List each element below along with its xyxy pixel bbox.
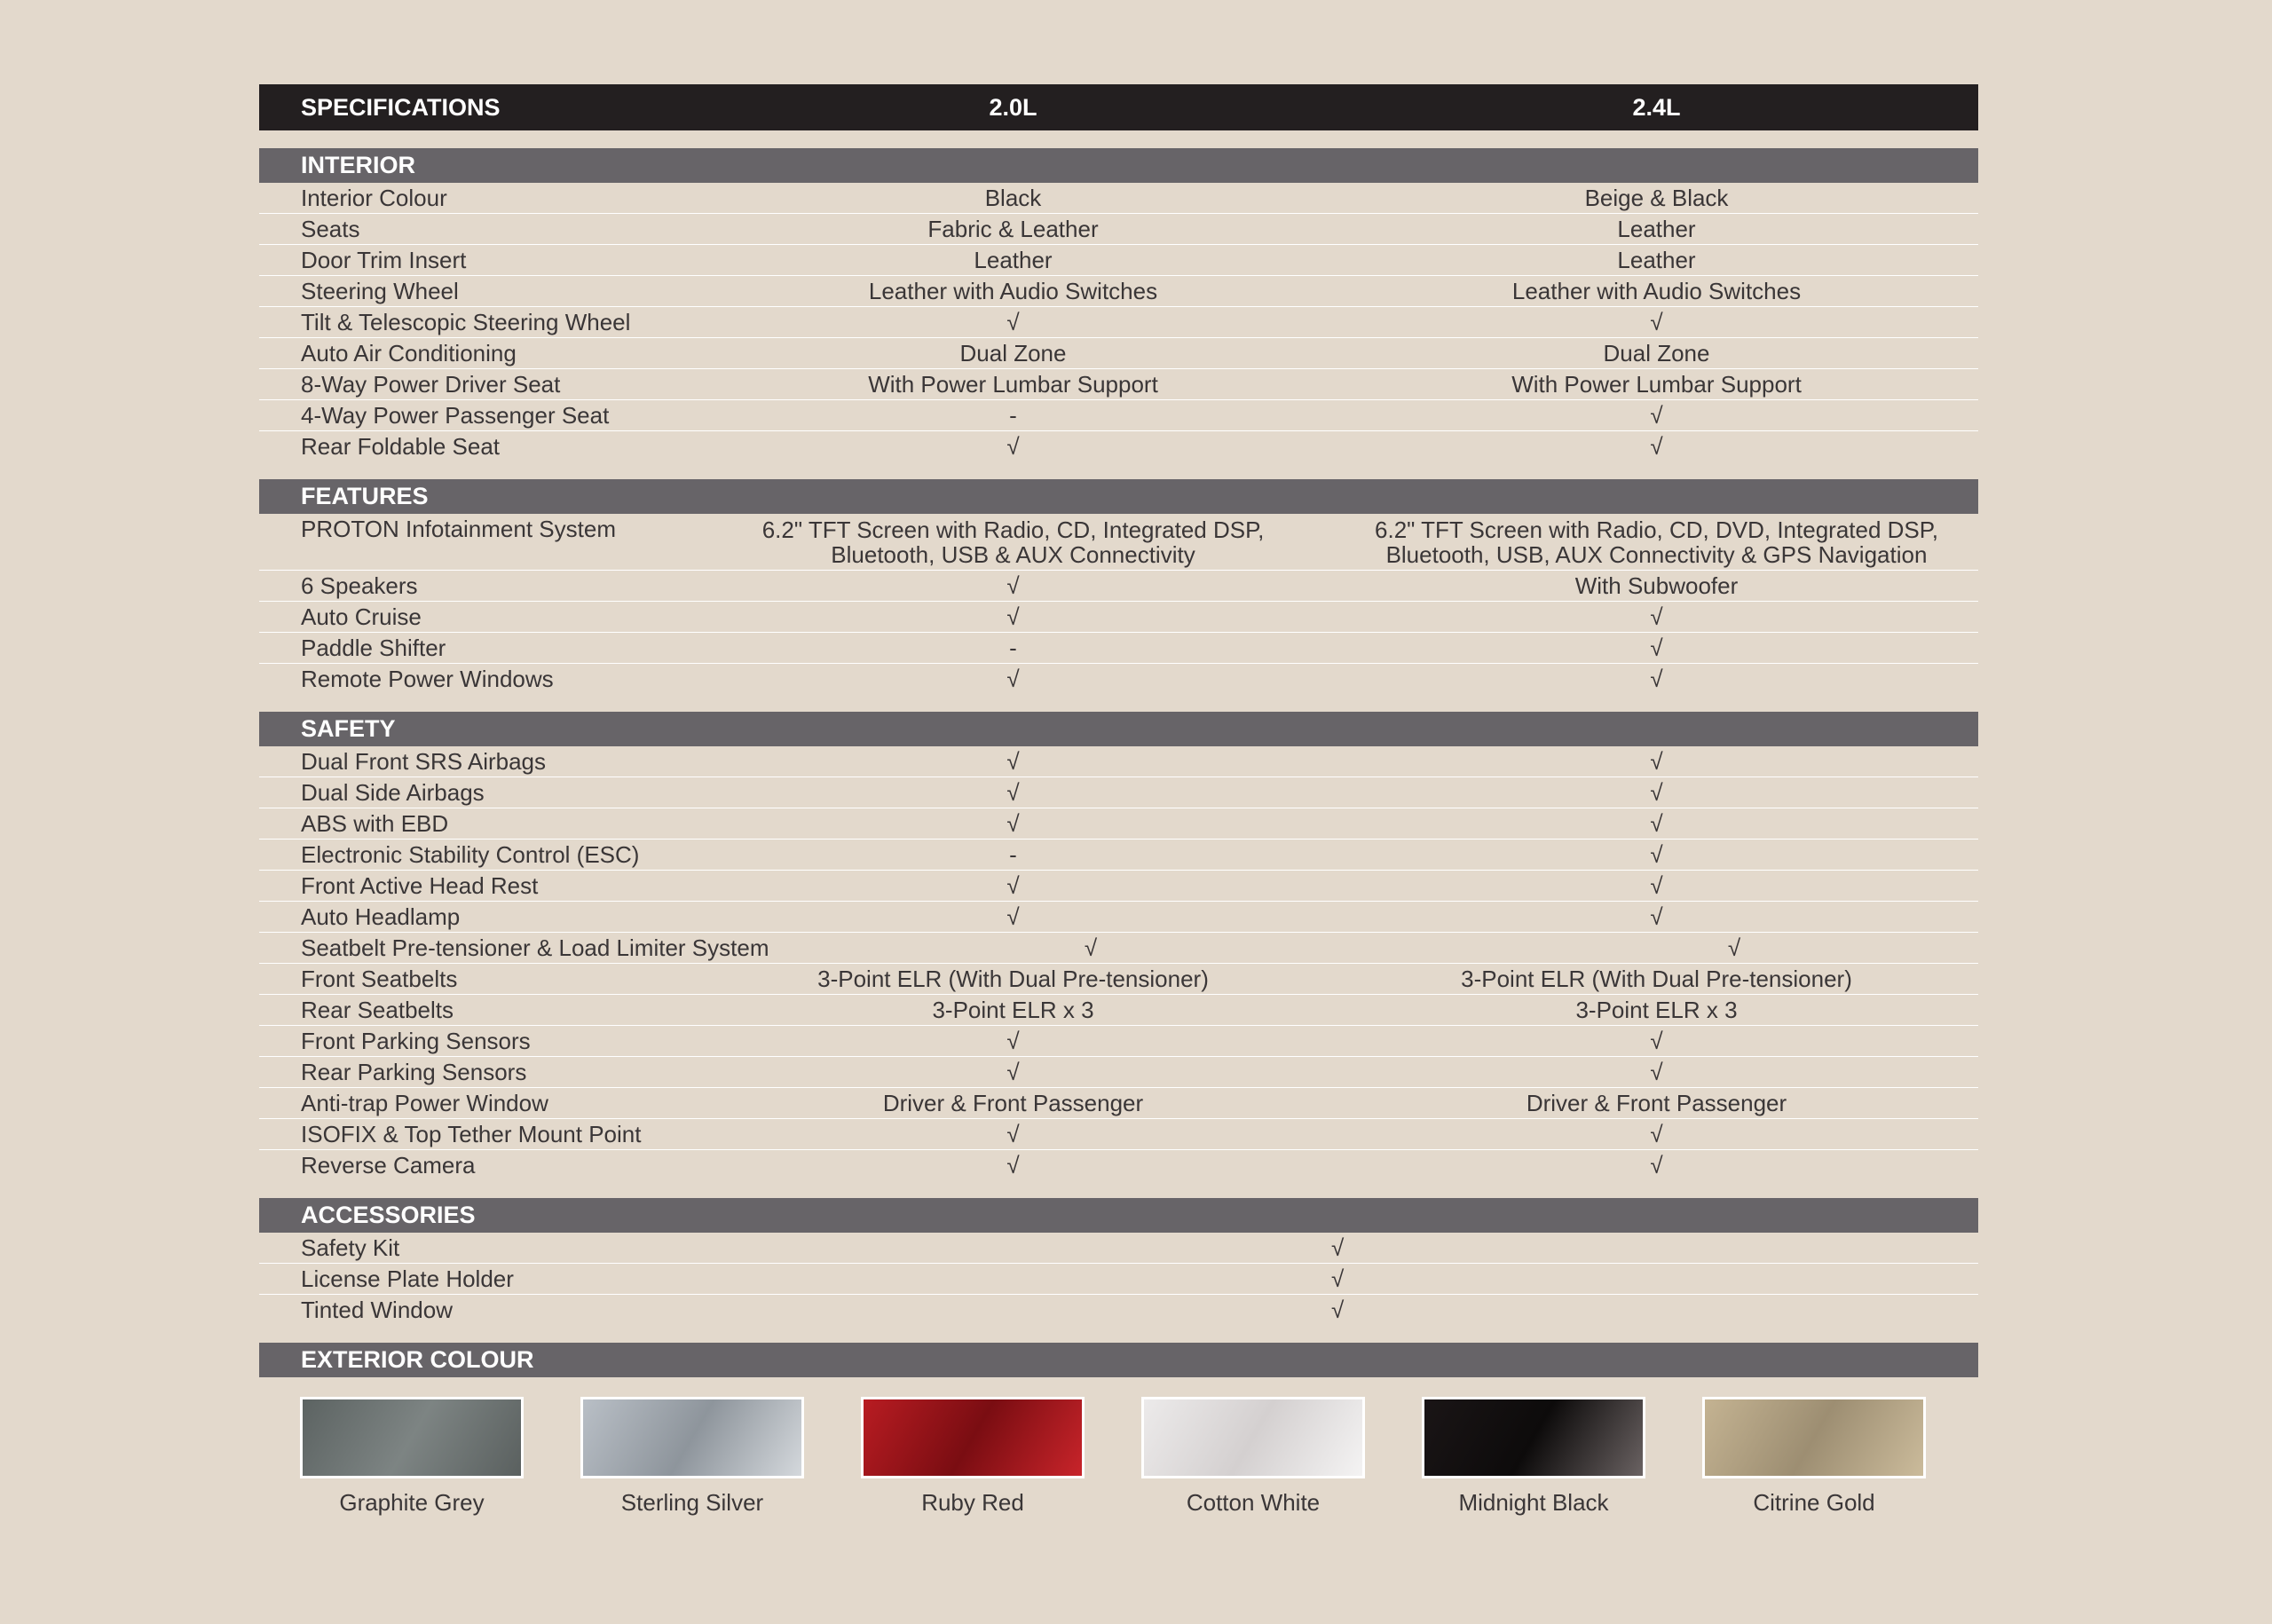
colour-swatch xyxy=(580,1397,804,1517)
row-value-2.4l: √ xyxy=(1650,872,1663,899)
row-label: Electronic Stability Control (ESC) xyxy=(301,841,640,868)
section-accessories xyxy=(259,1198,1978,1325)
section-features xyxy=(259,479,1978,694)
row-value-2.4l: √ xyxy=(1650,433,1663,460)
value-line: 6.2" TFT Screen with Radio, CD, Integrated DSP, xyxy=(761,516,1265,543)
section-safety xyxy=(259,712,1978,1180)
colour-name: Ruby Red xyxy=(921,1489,1024,1516)
colour-swatches xyxy=(259,1397,1978,1517)
row-label: License Plate Holder xyxy=(301,1265,514,1292)
row-label: Front Parking Sensors xyxy=(301,1028,531,1054)
row-value-2.4l: Leather with Audio Switches xyxy=(1511,278,1802,304)
row-value-2.4l: √ xyxy=(1650,841,1663,868)
section-interior xyxy=(259,148,1978,461)
row-label: Anti-trap Power Window xyxy=(301,1090,548,1116)
table-row xyxy=(259,777,1978,808)
row-label: ISOFIX & Top Tether Mount Point xyxy=(301,1121,642,1147)
colour-swatch xyxy=(300,1397,524,1517)
value-line: 6.2" TFT Screen with Radio, CD, DVD, Integrated DSP, xyxy=(1375,516,1938,543)
table-row xyxy=(259,431,1978,461)
accessories-rows xyxy=(259,1233,1978,1325)
table-row xyxy=(259,602,1978,633)
row-value-2.4l: √ xyxy=(1650,666,1663,692)
spec-header-title: SPECIFICATIONS xyxy=(301,93,501,121)
colour-name: Sterling Silver xyxy=(620,1489,764,1516)
colour-swatch xyxy=(1702,1397,1926,1517)
row-value-2.0l: Leather xyxy=(974,247,1053,273)
row-label: Tilt & Telescopic Steering Wheel xyxy=(301,309,631,335)
colour-chip xyxy=(861,1397,1085,1478)
row-label: 8-Way Power Driver Seat xyxy=(301,371,561,398)
row-value-2.0l: √ xyxy=(1006,903,1020,930)
row-value-2.4l: √ xyxy=(1650,779,1663,806)
row-value-2.4l: √ xyxy=(1650,748,1663,775)
row-label: Auto Headlamp xyxy=(301,903,461,930)
colour-swatch xyxy=(1141,1397,1365,1517)
row-value-2.4l: Leather xyxy=(1617,247,1696,273)
safety-rows xyxy=(259,746,1978,1180)
row-value-2.0l: √ xyxy=(1006,666,1020,692)
table-row xyxy=(259,995,1978,1026)
row-value-2.0l: √ xyxy=(1006,872,1020,899)
row-value-2.4l: √ xyxy=(1650,1059,1663,1085)
colour-chip xyxy=(1702,1397,1926,1478)
row-value-2.4l: √ xyxy=(1727,934,1741,961)
table-row xyxy=(259,902,1978,933)
row-label: Rear Parking Sensors xyxy=(301,1059,527,1085)
table-row xyxy=(259,746,1978,777)
row-value-2.4l: 3-Point ELR x 3 xyxy=(1575,997,1738,1023)
row-label: 6 Speakers xyxy=(301,572,418,599)
section-title: EXTERIOR COLOUR xyxy=(259,1343,1978,1377)
row-label: Auto Air Conditioning xyxy=(301,340,517,367)
colour-chip xyxy=(1422,1397,1645,1478)
row-value-2.0l: √ xyxy=(1006,748,1020,775)
spec-sheet xyxy=(259,84,1978,1517)
row-value-2.0l: - xyxy=(1009,402,1017,429)
row-value-2.4l: 3-Point ELR (With Dual Pre-tensioner) xyxy=(1461,966,1852,992)
table-row xyxy=(259,1233,1978,1264)
row-value: √ xyxy=(1331,1234,1345,1261)
section-title: ACCESSORIES xyxy=(259,1198,1978,1233)
row-value-2.0l: √ xyxy=(1006,1121,1020,1147)
row-label: Paddle Shifter xyxy=(301,635,446,661)
row-label: Remote Power Windows xyxy=(301,666,554,692)
table-row xyxy=(259,1295,1978,1325)
table-row xyxy=(259,840,1978,871)
row-value-2.0l: Leather with Audio Switches xyxy=(868,278,1158,304)
colour-chip xyxy=(300,1397,524,1478)
row-label: Front Seatbelts xyxy=(301,966,458,992)
table-row xyxy=(259,1150,1978,1180)
row-label: Reverse Camera xyxy=(301,1152,476,1179)
row-label: Door Trim Insert xyxy=(301,247,467,273)
row-value-2.4l: Dual Zone xyxy=(1603,340,1710,367)
row-value-2.4l: √ xyxy=(1650,1028,1663,1054)
table-row xyxy=(259,1264,1978,1295)
row-label: Safety Kit xyxy=(301,1234,400,1261)
row-value-2.0l xyxy=(691,514,1335,570)
colour-name: Citrine Gold xyxy=(1753,1489,1875,1516)
row-value-2.4l: √ xyxy=(1650,635,1663,661)
row-label: Rear Foldable Seat xyxy=(301,433,501,460)
colour-swatch xyxy=(1422,1397,1645,1517)
row-value-2.0l: √ xyxy=(1006,433,1020,460)
row-value-2.0l: √ xyxy=(1084,934,1098,961)
row-label: Front Active Head Rest xyxy=(301,872,539,899)
row-value-2.0l: Fabric & Leather xyxy=(927,216,1099,242)
table-row xyxy=(259,1119,1978,1150)
colour-swatch xyxy=(861,1397,1085,1517)
row-value-2.4l: √ xyxy=(1650,1121,1663,1147)
section-title: FEATURES xyxy=(259,479,1978,514)
row-label: Auto Cruise xyxy=(301,603,422,630)
table-row xyxy=(259,964,1978,995)
colour-chip xyxy=(580,1397,804,1478)
spec-header-col-2.0l: 2.0L xyxy=(989,93,1037,121)
table-row xyxy=(259,307,1978,338)
row-value-2.4l: Leather xyxy=(1617,216,1696,242)
interior-rows xyxy=(259,183,1978,461)
row-value-2.0l: Black xyxy=(984,185,1042,211)
value-line: Bluetooth, USB & AUX Connectivity xyxy=(831,541,1195,568)
table-row xyxy=(259,571,1978,602)
colour-chip xyxy=(1141,1397,1365,1478)
row-label: PROTON Infotainment System xyxy=(301,516,616,542)
section-title: SAFETY xyxy=(259,712,1978,746)
section-exterior-colour xyxy=(259,1343,1978,1517)
row-value-2.4l xyxy=(1335,514,1978,570)
table-row xyxy=(259,214,1978,245)
row-value-2.0l: √ xyxy=(1006,603,1020,630)
row-value: √ xyxy=(1331,1265,1345,1292)
row-label: ABS with EBD xyxy=(301,810,449,837)
table-row xyxy=(259,400,1978,431)
table-row xyxy=(259,808,1978,840)
table-row xyxy=(259,276,1978,307)
table-row xyxy=(259,514,1978,571)
row-value-2.4l: Driver & Front Passenger xyxy=(1526,1090,1787,1116)
colour-name: Graphite Grey xyxy=(339,1489,485,1516)
row-value-2.0l: - xyxy=(1009,841,1017,868)
row-value-2.0l: 3-Point ELR x 3 xyxy=(932,997,1094,1023)
table-row xyxy=(259,338,1978,369)
row-value-2.0l: √ xyxy=(1006,572,1020,599)
table-row xyxy=(259,183,1978,214)
section-title: INTERIOR xyxy=(259,148,1978,183)
row-value-2.4l: √ xyxy=(1650,603,1663,630)
row-value-2.4l: √ xyxy=(1650,402,1663,429)
row-value-2.4l: With Power Lumbar Support xyxy=(1511,371,1802,398)
row-label: Tinted Window xyxy=(301,1297,453,1323)
row-label: 4-Way Power Passenger Seat xyxy=(301,402,610,429)
row-value-2.4l: √ xyxy=(1650,903,1663,930)
table-row xyxy=(259,633,1978,664)
value-line: Bluetooth, USB, AUX Connectivity & GPS Navigation xyxy=(1385,541,1928,568)
row-value-2.0l: √ xyxy=(1006,1059,1020,1085)
table-row xyxy=(259,1026,1978,1057)
row-value-2.0l: √ xyxy=(1006,309,1020,335)
table-row xyxy=(259,1057,1978,1088)
spec-header-col-2.4l: 2.4L xyxy=(1632,93,1681,121)
row-value-2.0l: - xyxy=(1009,635,1017,661)
row-value-2.4l: √ xyxy=(1650,309,1663,335)
row-label: Seats xyxy=(301,216,360,242)
table-row xyxy=(259,369,1978,400)
spec-header xyxy=(259,84,1978,130)
table-row xyxy=(259,871,1978,902)
colour-name: Midnight Black xyxy=(1458,1489,1609,1516)
row-label: Dual Front SRS Airbags xyxy=(301,748,547,775)
row-value-2.0l: √ xyxy=(1006,779,1020,806)
colour-name: Cotton White xyxy=(1186,1489,1321,1516)
row-label: Rear Seatbelts xyxy=(301,997,454,1023)
table-row xyxy=(259,664,1978,694)
row-label: Dual Side Airbags xyxy=(301,779,485,806)
table-row xyxy=(259,1088,1978,1119)
row-value-2.0l: 3-Point ELR (With Dual Pre-tensioner) xyxy=(817,966,1209,992)
row-value-2.4l: √ xyxy=(1650,1152,1663,1179)
row-label: Steering Wheel xyxy=(301,278,459,304)
row-label: Interior Colour xyxy=(301,185,447,211)
table-row xyxy=(259,245,1978,276)
row-value-2.0l: Driver & Front Passenger xyxy=(882,1090,1144,1116)
row-value-2.0l: √ xyxy=(1006,1028,1020,1054)
row-value-2.4l: √ xyxy=(1650,810,1663,837)
row-value-2.4l: With Subwoofer xyxy=(1574,572,1739,599)
row-value-2.0l: √ xyxy=(1006,1152,1020,1179)
table-row xyxy=(259,933,1978,964)
row-value: √ xyxy=(1331,1297,1345,1323)
row-value-2.0l: √ xyxy=(1006,810,1020,837)
row-label: Seatbelt Pre-tensioner & Load Limiter System xyxy=(301,934,769,961)
row-value-2.0l: With Power Lumbar Support xyxy=(868,371,1158,398)
features-rows xyxy=(259,571,1978,694)
row-value-2.0l: Dual Zone xyxy=(959,340,1067,367)
row-value-2.4l: Beige & Black xyxy=(1584,185,1729,211)
